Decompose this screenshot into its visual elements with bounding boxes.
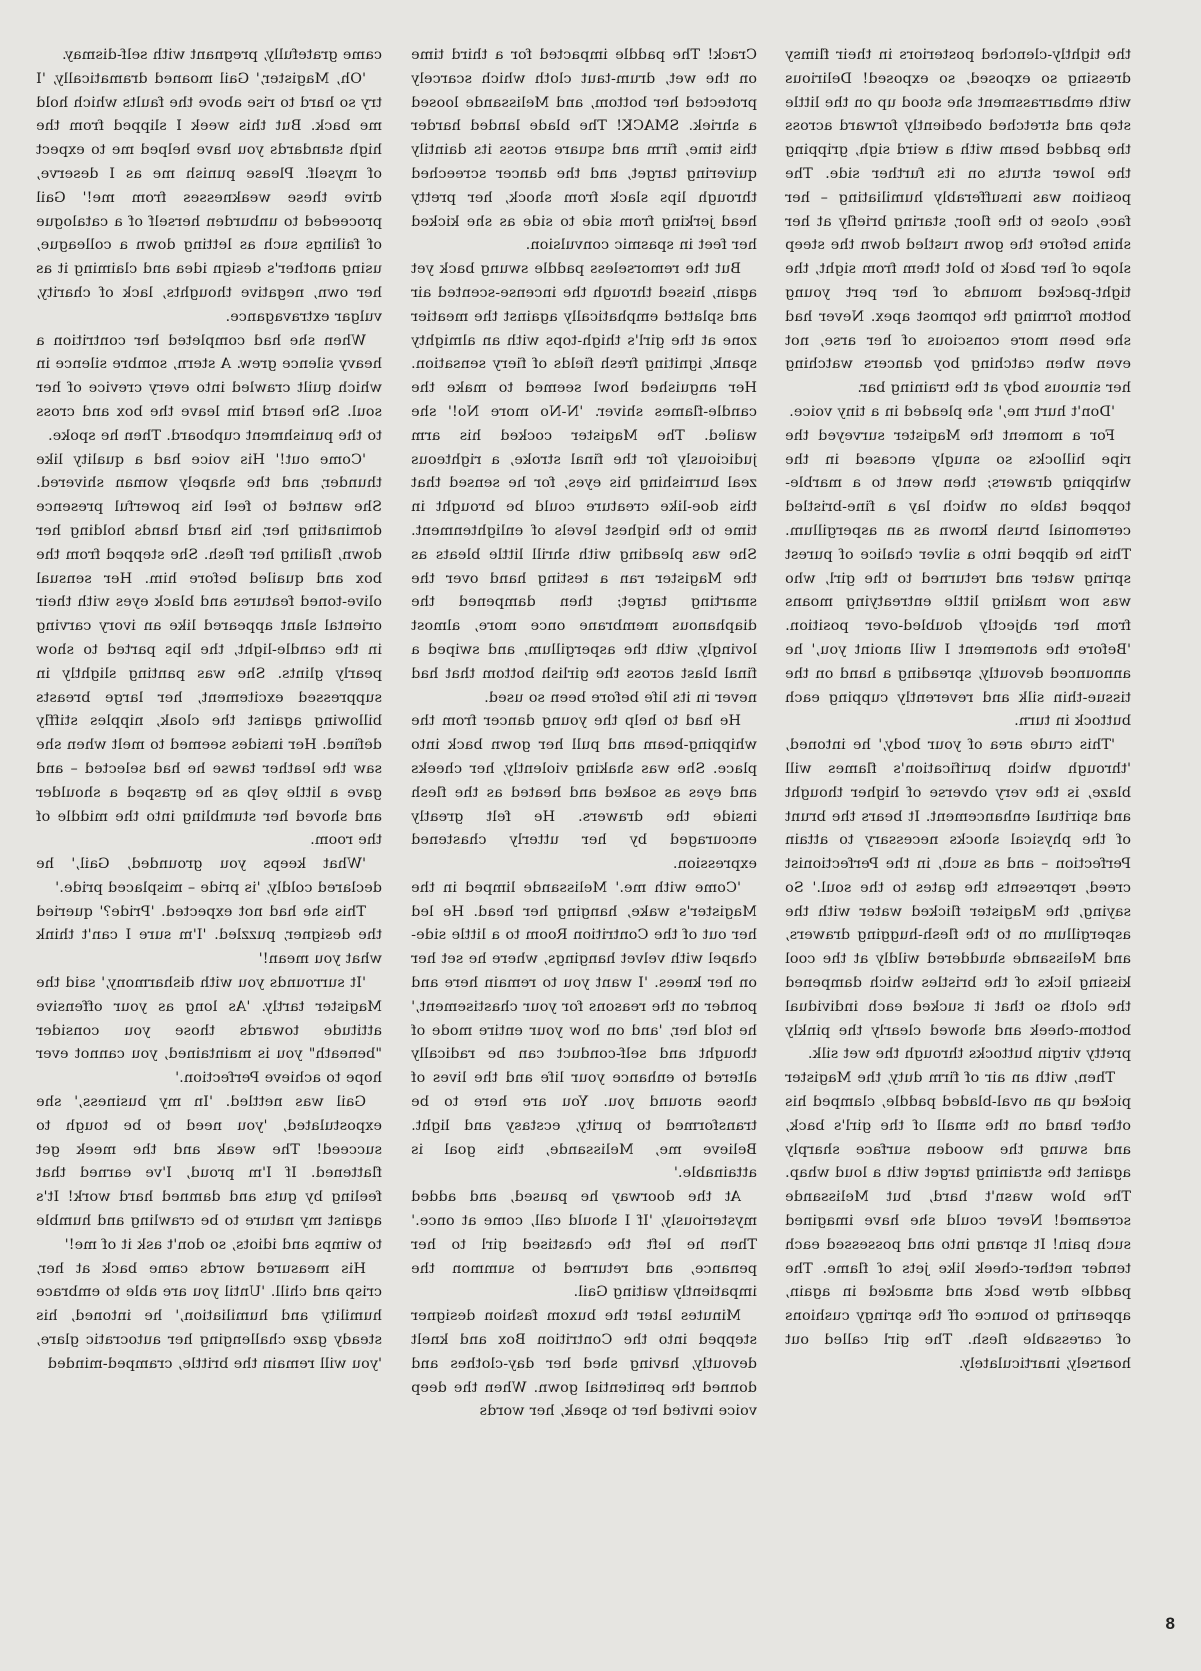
column-1-text <box>785 44 1131 1377</box>
paragraph: Crack! The paddle impacted for a third time on the wet, drum-taut cloth which scarcely protected her bottom, and Melissande loosed a shriek. SMACK! The blade landed harder this time, firm and square across its daintily quivering target, and the dancer screeched through lips slack from shock, her pretty head jerking from side to side as she kicked her feet in spasmic convulsion. <box>410 47 757 254</box>
paragraph: He had to help the young dancer from the whipping-beam and pull her gown back into place. She was shaking violently, her cheeks and eyes as soaked and heated as the flesh inside the drawers. He felt greatly encouraged by her utterly chastened expression. <box>410 713 757 873</box>
paragraph: 'Oh, Magister,' Gail moaned dramatically, 'I try so hard to rise above the faults which hold me back. But this week I slipped from the high standards you have helped me to expect of myself. Please punish me as I deserve, drive these weaknesses from me!' Gail proceeded to unburden herself of a catalogue of failings such as letting down a colleague, using another's design idea and claiming it as her own, negative thoughts, lack of charity, vulgar extravagance. <box>36 70 382 325</box>
column-3-text <box>36 44 382 1377</box>
paragraph: 'Come with me.' Melissande limped in the Magister's wake, hanging her head. He led her out of the Contrition Room to a little side-chapel with velvet hangings, where he set her on her knees. 'I want you to remain here and ponder on the reasons for your chastisement,' he told her, 'and on how your entire mode of thought and self-conduct can be radically altered to enhance your life and the lives of those around you. You are here to be transformed to purity, ecstasy and light. Believe me, Melissande, this goal is attainable.' <box>410 879 757 1182</box>
paragraph: 'Come out!' His voice had a quality like thunder, and the shapely woman shivered. She wanted to feel his powerful presence dominating her, his hard hands holding her down, flailing her flesh. She stepped from the box and quailed before him. Her sensual olive-toned features and black eyes with their oriental slant appeared like an ivory carving in the candle-light, the lips parted to show pearly glints. She was panting slightly in suppressed excitement, her large breasts billowing against the cloak, nipples stiffly defined. Her insides seemed to melt when she saw the leather tawse he had selected – and gave a little yelp as he grasped a shoulder and shoved her stumbling into the middle of the room. <box>36 451 382 849</box>
paragraph: 'This crude area of your body,' he intoned, 'through which purification's flames will blaze, is the very obverse of higher thought and spiritual enhancement. It bears the brunt of the physical shocks necessary to attain Perfection – and as such, in the Perfectionist creed, represents the gates to the soul.' So saying, the Magister flicked water with the aspergillum on to the flesh-hugging drawers, and Melissande shuddered wildly at the cool kissing licks of the bristles which dampened the cloth so that it sucked each individual bottom-cheek and showed clearly the pinkly pretty virgin buttocks through the wet silk. <box>785 737 1131 1063</box>
paragraph: Then, with an air of firm duty, the Magister picked up an oval-bladed paddle, clamped his other hand on the small of the girl's back, and swung the wooden surface sharply against the straining target with a loud whap. The blow wasn't hard, but Melissande screamed! Never could she have imagined such pain! It sprang into and possessed each tender nether-cheek like jets of flame. The paddle drew back and smacked in again, appearing to bounce off the springy cushions of caressable flesh. The girl called out hoarsely, inarticulately. <box>785 1070 1131 1372</box>
column-2-text <box>411 44 757 1424</box>
paragraph: When she had completed her contrition a heavy silence grew. A stern, sombre silence in which guilt crawled into every crevice of her soul. She heard him leave the box and cross to the punishment cupboard. Then he spoke. <box>36 332 382 444</box>
paragraph: But the remorseless paddle swung back yet again, hissed through the incense-scented air and splatted emphatically against the meatier zone at the girl's thigh-tops with an almighty spank, igniting fresh fields of fiery sensation. Her anguished howl seemed to make the candle-flames shiver. 'N-No more No!' she wailed. The Magister cocked his arm judiciously for the final stroke, a righteous zeal burnishing his eyes, for he sensed that this doe-like creature could be brought in time to the highest levels of enlightenment. She was pleading with shrill little bleats as the Magister ran a testing hand over the smarting target; then dampened the diaphanous membrane once more, almost lovingly, with the aspergillum, and swiped a final blast across the girlish bottom that had never in its life before been so used. <box>410 261 757 706</box>
paragraph: 'What keeps you grounded, Gail,' he declared coldly, 'is pride – misplaced pride.' <box>36 856 382 896</box>
paragraph: For a moment the Magister surveyed the ripe hillocks so snugly encased in the whipping drawers; then went to a marble-topped table on which lay a fine-bristled ceremonial brush known as an aspergillum. This he dipped into a silver chalice of purest spring water and returned to the girl, who was now making little entreatying moans from her abjectly doubled-over position. 'Before the atonement I will anoint you,' he announced devoutly, spreading a hand on the tissue-thin silk and reverently cupping each buttock in turn. <box>785 427 1131 730</box>
paragraph: Gail was nettled. 'In my business,' she expostulated, 'you need to be tough to succeed! The weak and the meek get flattened. If I'm proud, I've earned that feeling by guts and damned hard work! It's against my nature to be crawling and humble to wimps and idiots, so don't ask it of me!' <box>36 1094 382 1253</box>
paragraph: the tightly-clenched posteriors in their flimsy dressing so exposed, so exposed! Delirious with embarrassment she stood up on the little step and stretched obediently forward across the padded beam with a weird sigh, gripping the lower struts on its further side. The position was insufferably humiliating – her face, close to the floor, staring briefly at her shins before the gown rustled down the steep slope of her back to blot them from sight, the tight-packed mounds of her pert young bottom forming the topmost apex. Never had she been more conscious of her arse, not even when catching boy dancers watching her sinuous body at the training bar. <box>785 47 1131 397</box>
paragraph: Minutes later the buxom fashion designer stepped into the Contrition Box and knelt devoutly, having shed her day-clothes and donned the penitential gown. When the deep voice invited her to speak, her words <box>410 1308 757 1420</box>
text-columns <box>36 44 1131 1609</box>
paragraph: This she had not expected. 'Pride?' queried the designer, puzzled. 'I'm sure I can't think what you mean!' <box>36 903 382 968</box>
paragraph: At the doorway he paused, and added mysteriously, 'If I should call, come at once.' Then he left the chastised girl to her penance, and returned to summon the impatiently waiting Gail. <box>410 1189 757 1301</box>
paragraph: 'Don't hurt me,' she pleaded in a tiny voice. <box>789 403 1115 420</box>
paragraph: 'It surrounds you with disharmony,' said the Magister tartly. 'As long as your offensive attitude towards those you consider "beneath" you is maintained, you cannot ever hope to achieve Perfection.' <box>36 975 382 1087</box>
column-3 <box>36 44 382 1609</box>
column-1 <box>785 44 1131 1609</box>
paragraph: His measured words came back at her, crisp and chill. 'Until you are able to embrace humility and humiliation,' he intoned, his steady gaze challenging her autocratic glare, 'you will remain the brittle, cramped-minded <box>36 1260 382 1372</box>
page-number: 8 <box>1165 1614 1175 1633</box>
column-2 <box>411 44 757 1609</box>
paragraph: came gratefully, pregnant with self-dismay. <box>61 47 382 63</box>
